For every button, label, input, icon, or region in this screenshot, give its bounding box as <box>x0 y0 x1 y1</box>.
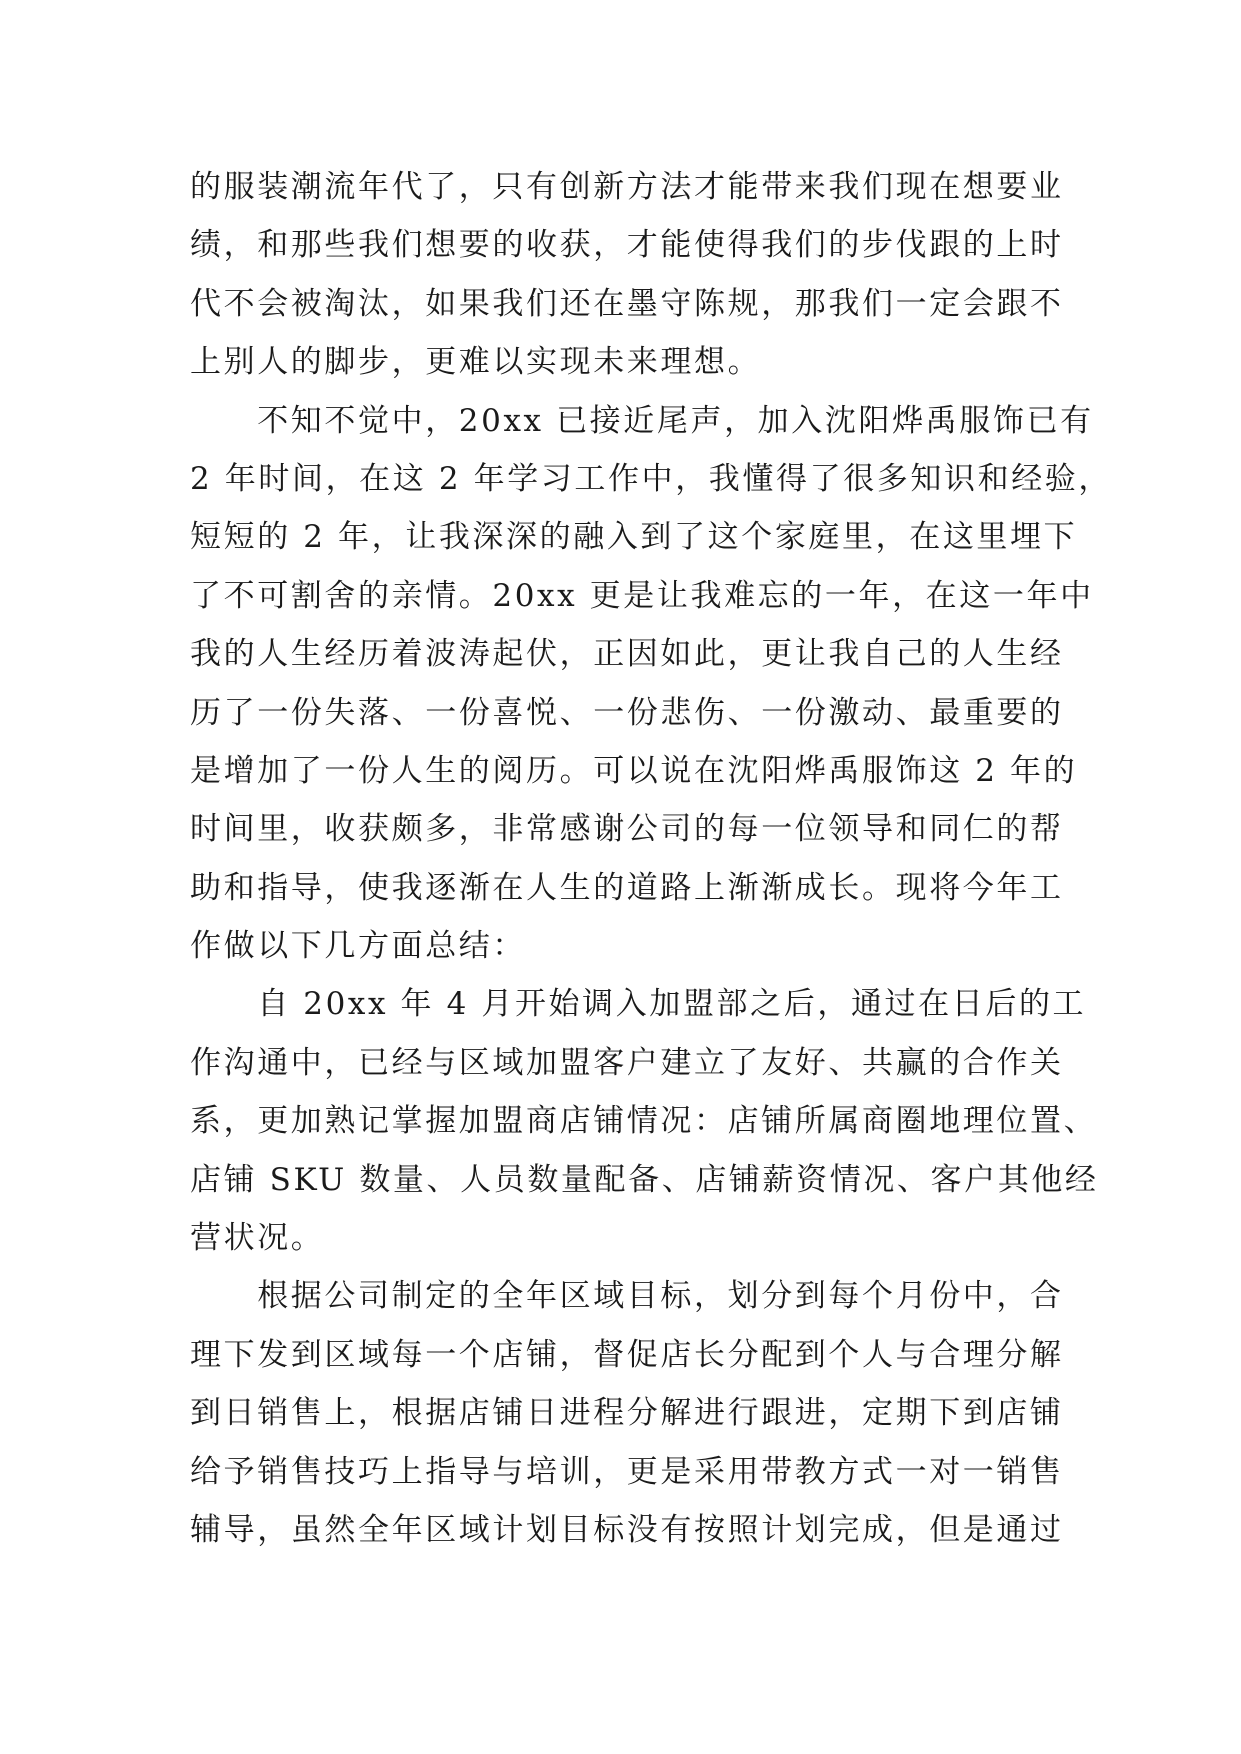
text-line: 系，更加熟记掌握加盟商店铺情况：店铺所属商圈地理位置、 <box>190 1103 1098 1140</box>
text-line: 我的人生经历着波涛起伏，正因如此，更让我自己的人生经 <box>190 636 1064 673</box>
text-line: 不知不觉中，20xx 已接近尾声，加入沈阳烨禹服饰已有 <box>190 402 1094 439</box>
text-line: 店铺 SKU 数量、人员数量配备、店铺薪资情况、客户其他经 <box>190 1161 1099 1198</box>
text-line: 辅导，虽然全年区域计划目标没有按照计划完成，但是通过 <box>190 1511 1064 1548</box>
text-line: 短短的 2 年，让我深深的融入到了这个家庭里，在这里埋下 <box>190 519 1078 556</box>
text-line: 助和指导，使我逐渐在人生的道路上渐渐成长。现将今年工 <box>190 869 1064 906</box>
text-line: 绩，和那些我们想要的收获，才能使得我们的步伐跟的上时 <box>190 227 1064 264</box>
text-line: 上别人的脚步，更难以实现未来理想。 <box>190 344 762 381</box>
text-line: 作沟通中，已经与区域加盟客户建立了友好、共赢的合作关 <box>190 1044 1064 1081</box>
text-line: 自 20xx 年 4 月开始调入加盟部之后，通过在日后的工 <box>190 986 1087 1023</box>
text-line: 到日销售上，根据店铺日进程分解进行跟进，定期下到店铺 <box>190 1395 1064 1432</box>
text-line: 是增加了一份人生的阅历。可以说在沈阳烨禹服饰这 2 年的 <box>190 752 1078 789</box>
text-line: 历了一份失落、一份喜悦、一份悲伤、一份激动、最重要的 <box>190 694 1064 731</box>
text-line: 的服装潮流年代了，只有创新方法才能带来我们现在想要业 <box>190 169 1064 205</box>
text-line: 给予销售技巧上指导与培训，更是采用带教方式一对一销售 <box>190 1453 1064 1490</box>
text-line: 2 年时间，在这 2 年学习工作中，我懂得了很多知识和经验， <box>190 460 1113 497</box>
text-line: 代不会被淘汰，如果我们还在墨守陈规，那我们一定会跟不 <box>190 285 1064 322</box>
text-line: 根据公司制定的全年区域目标，划分到每个月份中，合 <box>190 1278 1064 1315</box>
document-body <box>190 158 1113 1559</box>
text-line: 了不可割舍的亲情。20xx 更是让我难忘的一年，在这一年中 <box>190 577 1094 614</box>
text-line: 时间里，收获颇多，非常感谢公司的每一位领导和同仁的帮 <box>190 811 1064 848</box>
text-line: 理下发到区域每一个店铺，督促店长分配到个人与合理分解 <box>190 1336 1064 1373</box>
text-line: 作做以下几方面总结： <box>190 928 526 965</box>
text-line: 营状况。 <box>190 1220 325 1257</box>
